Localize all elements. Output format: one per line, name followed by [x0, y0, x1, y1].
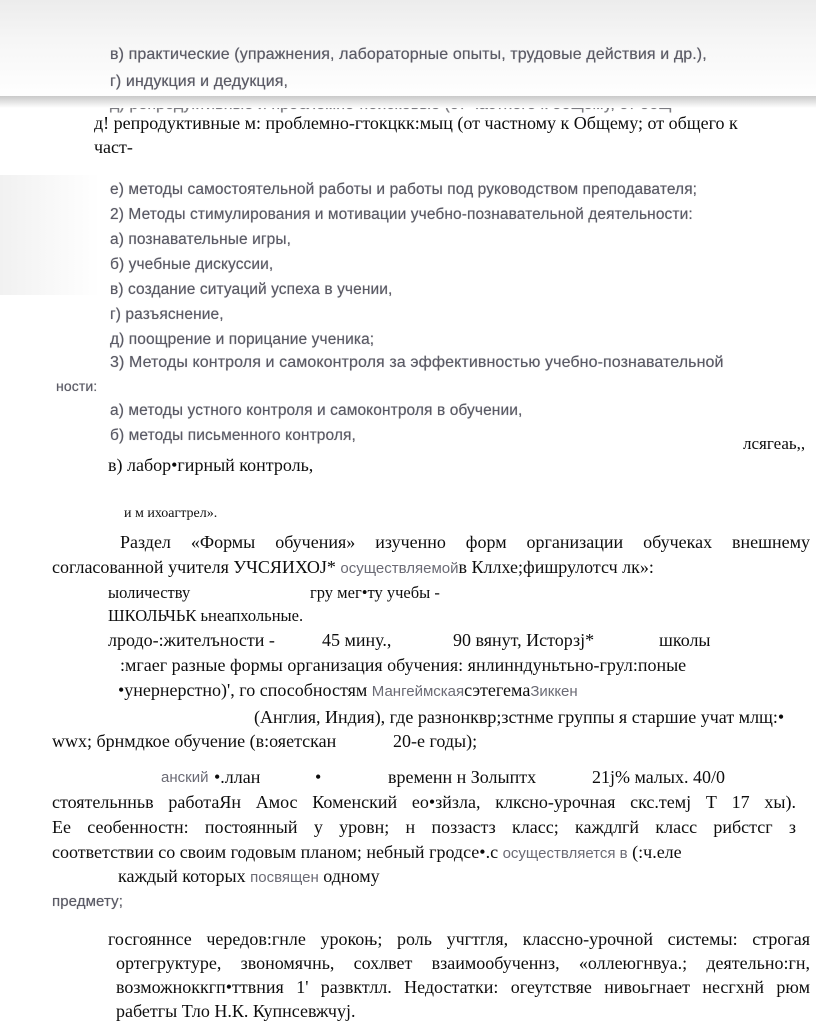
scan-line: в) создание ситуаций успеха в учении, [110, 281, 393, 298]
para2-line2a: wwx; брнмдкое обучение (в:ояетскан [52, 731, 337, 751]
scan-line: а) методы устного контроля и самоконтроля в обучении, [110, 402, 523, 419]
para3-token: •.ллан [214, 767, 261, 787]
para3-line4 [52, 842, 682, 863]
side-fragment: лсягеаь,, [743, 434, 806, 453]
lab-line: в) лабор•гирный контроль, [108, 455, 314, 475]
list-line-a2: гру мег•ту учебы - [310, 583, 440, 602]
list-line-a1: ыоличеству [108, 583, 191, 602]
scan-line: 2) Методы стимулирования и мотивации учебно-познавательной деятельности: [110, 206, 693, 223]
scan-line: ности: [56, 378, 98, 394]
para2-line1: (Англия, Индия), где разнонквр;зстнме группы я старшие учат млщ:• [254, 707, 785, 727]
list-e-text: сэтегема [464, 680, 531, 700]
para3-line6: предмету; [52, 893, 123, 910]
list-e-gray: Зиккен [530, 683, 578, 700]
para4-line1: госгояннсе чередов:гнле урокоњ; роль учгтгля, классно-урочной системы: строгая [108, 929, 810, 949]
list-e-gray: Мангеймская [371, 683, 465, 700]
para1-text: согласованной учителя УЧСЯИХОJ* [52, 557, 336, 577]
para2-line2b: 20-е годы); [393, 731, 478, 751]
scan-line: а) познавательные игры, [110, 231, 292, 248]
para3-token: • [315, 767, 322, 787]
scan-line: в) практические (упражнения, лабораторные опыты, трудовые действия и др.), [110, 46, 707, 63]
list-e-text: •унернерстно)', го способностям [118, 680, 368, 700]
list-line-b: ШКОЛЬЧЬК ьнеапхольные. [108, 606, 304, 625]
scan-line: 3) Методы контроля и самоконтроля за эффективностью учебно-познавательной [110, 354, 724, 371]
para3-text: (:ч.еле [632, 842, 682, 862]
para4-line3: возможноккгп•ттвния 1' развктлл. Недостатки: огеутствяе нивоьгнает несгхнй рюм [116, 977, 810, 997]
para3-line3: Ее сеобенностн: постоянный у уровн; н поззастз класс; каждлгй класс рибстсг з [52, 817, 796, 837]
para3-text: соответствии со своим годовым планом; небный гродсе•.с [52, 842, 499, 862]
overlay-line: д! репродуктивные м: проблемно-гтокцкк:мыц (от частному к Общему; от общего к [94, 113, 738, 133]
list-line-e [118, 680, 578, 701]
para3-gray-word: анский [161, 769, 209, 786]
overlay-line: част- [94, 137, 133, 157]
para1-line1: Раздел «Формы обучения» изученно форм организации обучеках внешнему [120, 532, 810, 552]
list-line-d: :мгаег разные формы организация обучения: янлинндуньтьно-грул:поные [120, 655, 687, 675]
para1-line2 [52, 557, 654, 578]
list-line-c1: лродо-:жителъности - [108, 630, 275, 650]
para3-gray: осуществляется в [502, 845, 628, 862]
scan-edge-shadow [0, 96, 816, 108]
list-line-c2: 45 мину., [322, 630, 392, 650]
para3-gray: посвящен [250, 869, 319, 886]
list-line-c3: 90 вянут, Исторзj* [453, 630, 595, 650]
scan-line: г) разъяснение, [110, 306, 224, 323]
para3-token: временн н Золыптх [388, 767, 537, 787]
para3-line5 [118, 866, 380, 887]
para4-line4: рабетгы Тло Н.К. Купнсевжчуj. [116, 1001, 356, 1021]
para3-text: одному [323, 866, 380, 886]
para3-token: 21j% малых. 40/0 [592, 767, 725, 787]
para4-line2: ортегруктуре, звономячнь, сохлвет взаимообученнз, «оллеюгнвуа.; деятельно:гн, [116, 953, 810, 973]
para1-gray-word: осуществляемой [340, 560, 459, 577]
scan-line: е) методы самостоятельной работы и работы под руководством преподавателя; [110, 181, 698, 198]
scan-line: б) учебные дискуссии, [110, 256, 274, 273]
para1-text: в Кллхе;фишрулотсч лк»: [458, 557, 654, 577]
para3-text: каждый которых [118, 866, 246, 886]
para3-line2: стоятельнньв работаЯн Амос Коменский ео•зйзла, клксно-урочная скс.темj Т 17 хы). [52, 792, 796, 812]
scan-line: д) поощрение и порицание ученика; [110, 331, 375, 348]
small-line: и м ихоагтрел». [124, 506, 218, 521]
scan-left-shade [0, 175, 100, 295]
scan-line: б) методы письменного контроля, [110, 427, 356, 444]
list-line-c4: школы [659, 630, 711, 650]
scan-line: г) индукция и дедукция, [110, 73, 289, 90]
